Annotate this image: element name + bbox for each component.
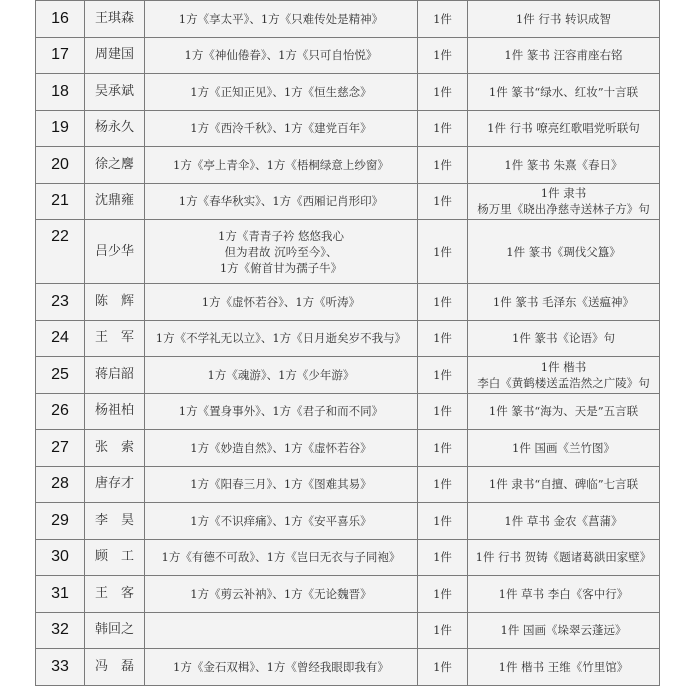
artist-name: 王 客	[85, 576, 145, 613]
calligraphy-work-line: 1件 草书 李白《客中行》	[498, 586, 629, 601]
calligraphy-work-line: 1件 草书 金农《菖蒲》	[504, 513, 623, 528]
calligraphy-work-line: 1件 楷书	[540, 359, 587, 374]
seal-works-line: 1方《青青子衿 悠悠我心	[218, 228, 344, 243]
seal-works-line: 1方《妙造自然》、1方《虚怀若谷》	[190, 440, 372, 455]
calligraphy-work	[468, 649, 660, 686]
calligraphy-work	[468, 147, 660, 184]
calligraphy-work	[468, 74, 660, 111]
calligraphy-work-line: 李白《黄鹤楼送孟浩然之广陵》句	[477, 375, 650, 390]
artist-name: 王琪森	[85, 1, 145, 38]
calligraphy-work	[468, 37, 660, 74]
seal-works	[145, 466, 418, 503]
calligraphy-work-line: 1件 篆书《论语》句	[512, 331, 615, 346]
seal-works	[145, 430, 418, 467]
artist-name: 沈鼎雍	[85, 183, 145, 220]
seal-works-line: 1方《俯首甘为孺子牛》	[219, 260, 343, 275]
seal-works	[145, 576, 418, 613]
row-number: 28	[36, 466, 85, 503]
row-number: 22	[36, 220, 85, 284]
calligraphy-work	[468, 539, 660, 576]
seal-works	[145, 74, 418, 111]
table-row	[36, 1, 660, 38]
donation-table	[35, 0, 660, 686]
calligraphy-work-line: 1件 楷书 王维《竹里馆》	[498, 659, 629, 674]
seal-works-line: 1方《魂游》、1方《少年游》	[207, 367, 355, 382]
seal-works	[145, 37, 418, 74]
row-number: 26	[36, 393, 85, 430]
calligraphy-work-line: 1件 国画《兰竹图》	[512, 440, 615, 455]
table-row	[36, 74, 660, 111]
row-number: 30	[36, 539, 85, 576]
table-row	[36, 110, 660, 147]
seal-works-line: 1方《西泠千秋》、1方《建党百年》	[190, 121, 372, 136]
artist-name: 吴承斌	[85, 74, 145, 111]
calligraphy-work-line: 1件 国画《垛翠云蓬远》	[500, 623, 627, 638]
item-count: 1件	[418, 74, 468, 111]
seal-works-line: 1方《金石双楫》、1方《曾经我眼即我有》	[173, 659, 389, 674]
seal-works-line: 1方《不学礼无以立》、1方《日月逝矣岁不我与》	[155, 331, 407, 346]
calligraphy-work-line: 1件 篆书“海为、天是”五言联	[488, 404, 639, 419]
row-number: 21	[36, 183, 85, 220]
row-number: 19	[36, 110, 85, 147]
item-count: 1件	[418, 183, 468, 220]
calligraphy-work-line: 1件 篆书《琱伐父簋》	[506, 244, 621, 259]
seal-works-line: 1方《亭上青伞》、1方《梧桐绿意上纱窗》	[173, 157, 389, 172]
calligraphy-work	[468, 503, 660, 540]
table-row	[36, 649, 660, 686]
row-number: 23	[36, 284, 85, 321]
table-row	[36, 284, 660, 321]
item-count: 1件	[418, 576, 468, 613]
seal-works	[145, 110, 418, 147]
table-row	[36, 357, 660, 394]
item-count: 1件	[418, 284, 468, 321]
item-count: 1件	[418, 357, 468, 394]
seal-works	[145, 1, 418, 38]
calligraphy-work	[468, 430, 660, 467]
item-count: 1件	[418, 503, 468, 540]
table-row	[36, 503, 660, 540]
table-row	[36, 576, 660, 613]
row-number: 33	[36, 649, 85, 686]
calligraphy-work-line: 1件 篆书 汪容甫座右铭	[504, 48, 623, 63]
calligraphy-work	[468, 576, 660, 613]
calligraphy-work	[468, 357, 660, 394]
artist-name: 张 索	[85, 430, 145, 467]
item-count: 1件	[418, 320, 468, 357]
table-row	[36, 393, 660, 430]
table-row	[36, 320, 660, 357]
item-count: 1件	[418, 220, 468, 284]
item-count: 1件	[418, 649, 468, 686]
seal-works	[145, 284, 418, 321]
artist-name: 吕少华	[85, 220, 145, 284]
row-number: 25	[36, 357, 85, 394]
item-count: 1件	[418, 110, 468, 147]
seal-works-line: 1方《虚怀若谷》、1方《听涛》	[201, 294, 361, 309]
item-count: 1件	[418, 1, 468, 38]
item-count: 1件	[418, 430, 468, 467]
calligraphy-work	[468, 284, 660, 321]
calligraphy-work	[468, 320, 660, 357]
table-row	[36, 430, 660, 467]
table-body	[36, 1, 660, 686]
artist-name: 顾 工	[85, 539, 145, 576]
calligraphy-work	[468, 612, 660, 649]
calligraphy-work-line: 杨万里《晓出净慈寺送林子方》句	[477, 202, 650, 217]
calligraphy-work-line: 1件 行书 贺铸《题诸葛谼田家壁》	[475, 550, 652, 565]
artist-name: 周建国	[85, 37, 145, 74]
table-row	[36, 147, 660, 184]
seal-works	[145, 357, 418, 394]
seal-works	[145, 320, 418, 357]
calligraphy-work	[468, 110, 660, 147]
seal-works	[145, 503, 418, 540]
item-count: 1件	[418, 612, 468, 649]
seal-works-line: 1方《春华秋实》、1方《西厢记肖形印》	[178, 194, 384, 209]
calligraphy-work-line: 1件 隶书“自擅、碑临”七言联	[488, 477, 639, 492]
artist-name: 李 昊	[85, 503, 145, 540]
seal-works-line: 1方《阳春三月》、1方《图难其易》	[190, 477, 372, 492]
artist-name: 杨祖柏	[85, 393, 145, 430]
artist-name: 蒋启韶	[85, 357, 145, 394]
row-number: 16	[36, 1, 85, 38]
seal-works-line: 但为君故 沉吟至今》、	[224, 244, 338, 259]
seal-works	[145, 393, 418, 430]
calligraphy-work	[468, 1, 660, 38]
calligraphy-work-line: 1件 篆书“绿水、红妆”十言联	[488, 84, 639, 99]
artist-name: 冯 磊	[85, 649, 145, 686]
item-count: 1件	[418, 37, 468, 74]
row-number: 29	[36, 503, 85, 540]
item-count: 1件	[418, 466, 468, 503]
seal-works-line: 1方《神仙倦眷》、1方《只可自怡悦》	[184, 48, 378, 63]
calligraphy-work	[468, 466, 660, 503]
seal-works	[145, 147, 418, 184]
seal-works	[145, 183, 418, 220]
seal-works-line: 1方《置身事外》、1方《君子和而不同》	[178, 404, 384, 419]
seal-works-line: 1方《不识痒痛》、1方《安平喜乐》	[190, 513, 372, 528]
seal-works	[145, 539, 418, 576]
item-count: 1件	[418, 147, 468, 184]
seal-works-line: 1方《正知正见》、1方《恒生慈念》	[190, 84, 372, 99]
table-row	[36, 220, 660, 284]
row-number: 32	[36, 612, 85, 649]
item-count: 1件	[418, 539, 468, 576]
row-number: 27	[36, 430, 85, 467]
table-row	[36, 539, 660, 576]
row-number: 24	[36, 320, 85, 357]
seal-works	[145, 612, 418, 649]
row-number: 18	[36, 74, 85, 111]
artist-name: 杨永久	[85, 110, 145, 147]
calligraphy-work-line: 1件 篆书 毛泽东《送瘟神》	[492, 294, 635, 309]
row-number: 17	[36, 37, 85, 74]
seal-works-line: 1方《有德不可敌》、1方《岂曰无衣与子同袍》	[161, 550, 401, 565]
table-row	[36, 37, 660, 74]
calligraphy-work	[468, 220, 660, 284]
artist-name: 王 军	[85, 320, 145, 357]
artist-name: 唐存才	[85, 466, 145, 503]
row-number: 31	[36, 576, 85, 613]
row-number: 20	[36, 147, 85, 184]
calligraphy-work-line: 1件 行书 嘹亮红歌唱党听联句	[487, 121, 640, 136]
table-row	[36, 183, 660, 220]
calligraphy-work	[468, 393, 660, 430]
artist-name: 徐之麐	[85, 147, 145, 184]
table-row	[36, 466, 660, 503]
table-row	[36, 612, 660, 649]
seal-works-line: 1方《享太平》、1方《只难传处是精神》	[178, 11, 384, 26]
calligraphy-work	[468, 183, 660, 220]
calligraphy-work-line: 1件 篆书 朱熹《春日》	[504, 157, 623, 172]
seal-works	[145, 220, 418, 284]
calligraphy-work-line: 1件 隶书	[540, 186, 587, 201]
calligraphy-work-line: 1件 行书 转识成智	[515, 11, 612, 26]
artist-name: 陈 辉	[85, 284, 145, 321]
item-count: 1件	[418, 393, 468, 430]
seal-works	[145, 649, 418, 686]
seal-works-line: 1方《剪云补衲》、1方《无论魏晋》	[190, 586, 372, 601]
artist-name: 韩回之	[85, 612, 145, 649]
